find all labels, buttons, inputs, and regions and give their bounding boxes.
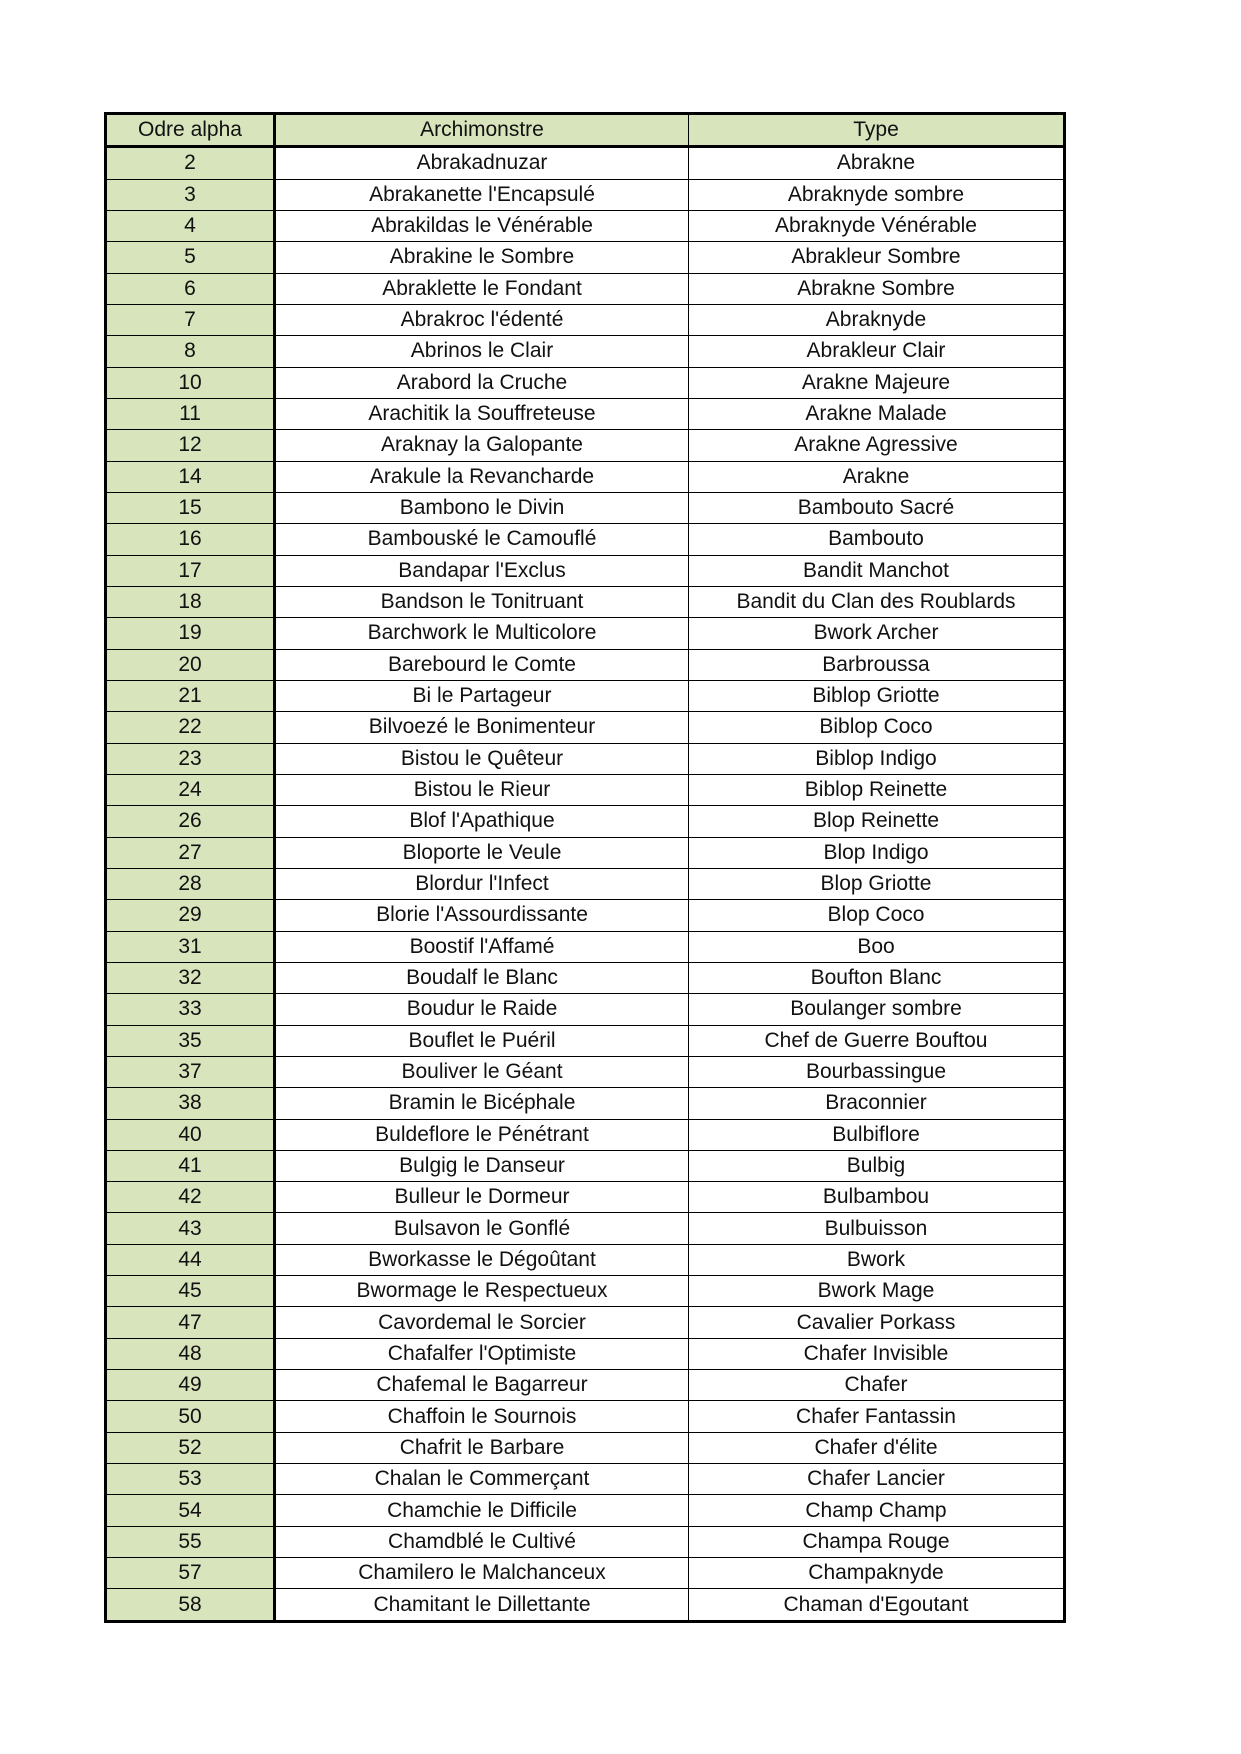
cell-order: 58: [106, 1589, 275, 1621]
cell-type: Arakne Malade: [689, 398, 1065, 429]
cell-archimonstre: Chamdblé le Cultivé: [275, 1526, 689, 1557]
cell-type: Abrakne: [689, 147, 1065, 179]
table-row: [106, 962, 1065, 993]
cell-order: 24: [106, 774, 275, 805]
table-row: [106, 712, 1065, 743]
cell-order: 10: [106, 367, 275, 398]
cell-type: Chef de Guerre Bouftou: [689, 1025, 1065, 1056]
cell-type: Chafer Fantassin: [689, 1401, 1065, 1432]
cell-archimonstre: Bambouské le Camouflé: [275, 524, 689, 555]
table-row: [106, 210, 1065, 241]
cell-archimonstre: Chafrit le Barbare: [275, 1432, 689, 1463]
cell-type: Biblop Reinette: [689, 774, 1065, 805]
cell-archimonstre: Chaffoin le Sournois: [275, 1401, 689, 1432]
cell-type: Bulbiflore: [689, 1119, 1065, 1150]
cell-order: 35: [106, 1025, 275, 1056]
cell-archimonstre: Chamilero le Malchanceux: [275, 1558, 689, 1589]
cell-type: Abrakleur Sombre: [689, 242, 1065, 273]
header-order: Odre alpha: [106, 114, 275, 147]
cell-archimonstre: Bulgig le Danseur: [275, 1150, 689, 1181]
cell-type: Arakne Agressive: [689, 430, 1065, 461]
cell-type: Boo: [689, 931, 1065, 962]
cell-type: Arakne: [689, 461, 1065, 492]
cell-type: Abraknyde sombre: [689, 179, 1065, 210]
cell-archimonstre: Boudur le Raide: [275, 994, 689, 1025]
table-body: [106, 147, 1065, 1621]
table-row: [106, 1182, 1065, 1213]
cell-type: Bambouto Sacré: [689, 492, 1065, 523]
cell-order: 38: [106, 1088, 275, 1119]
cell-type: Bulbuisson: [689, 1213, 1065, 1244]
cell-order: 32: [106, 962, 275, 993]
cell-archimonstre: Araknay la Galopante: [275, 430, 689, 461]
cell-order: 42: [106, 1182, 275, 1213]
cell-archimonstre: Cavordemal le Sorcier: [275, 1307, 689, 1338]
cell-order: 7: [106, 304, 275, 335]
cell-order: 50: [106, 1401, 275, 1432]
table-row: [106, 1307, 1065, 1338]
table-row: [106, 931, 1065, 962]
cell-type: Arakne Majeure: [689, 367, 1065, 398]
cell-archimonstre: Barebourd le Comte: [275, 649, 689, 680]
cell-type: Blop Griotte: [689, 868, 1065, 899]
cell-type: Chafer d'élite: [689, 1432, 1065, 1463]
table-row: [106, 147, 1065, 179]
cell-archimonstre: Chamchie le Difficile: [275, 1495, 689, 1526]
cell-type: Bulbambou: [689, 1182, 1065, 1213]
cell-archimonstre: Bulleur le Dormeur: [275, 1182, 689, 1213]
table-row: [106, 1401, 1065, 1432]
table-row: [106, 555, 1065, 586]
table-row: [106, 618, 1065, 649]
cell-archimonstre: Chamitant le Dillettante: [275, 1589, 689, 1621]
header-type: Type: [689, 114, 1065, 147]
cell-archimonstre: Chafalfer l'Optimiste: [275, 1338, 689, 1369]
cell-archimonstre: Bi le Partageur: [275, 680, 689, 711]
cell-type: Braconnier: [689, 1088, 1065, 1119]
cell-type: Abraknyde Vénérable: [689, 210, 1065, 241]
cell-order: 16: [106, 524, 275, 555]
table-row: [106, 994, 1065, 1025]
cell-archimonstre: Bandson le Tonitruant: [275, 586, 689, 617]
cell-order: 14: [106, 461, 275, 492]
table-row: [106, 492, 1065, 523]
cell-order: 29: [106, 900, 275, 931]
cell-archimonstre: Arachitik la Souffreteuse: [275, 398, 689, 429]
cell-order: 48: [106, 1338, 275, 1369]
cell-archimonstre: Bambono le Divin: [275, 492, 689, 523]
table-row: [106, 1244, 1065, 1275]
cell-type: Barbroussa: [689, 649, 1065, 680]
table-row: [106, 1088, 1065, 1119]
cell-order: 55: [106, 1526, 275, 1557]
cell-type: Champ Champ: [689, 1495, 1065, 1526]
cell-archimonstre: Arabord la Cruche: [275, 367, 689, 398]
cell-archimonstre: Bramin le Bicéphale: [275, 1088, 689, 1119]
cell-archimonstre: Bandapar l'Exclus: [275, 555, 689, 586]
cell-archimonstre: Bistou le Rieur: [275, 774, 689, 805]
cell-order: 43: [106, 1213, 275, 1244]
cell-type: Bandit Manchot: [689, 555, 1065, 586]
table-row: [106, 743, 1065, 774]
cell-order: 6: [106, 273, 275, 304]
cell-order: 12: [106, 430, 275, 461]
cell-order: 26: [106, 806, 275, 837]
table-row: [106, 1464, 1065, 1495]
cell-archimonstre: Arakule la Revancharde: [275, 461, 689, 492]
cell-archimonstre: Bistou le Quêteur: [275, 743, 689, 774]
cell-type: Champa Rouge: [689, 1526, 1065, 1557]
cell-order: 18: [106, 586, 275, 617]
cell-type: Abraknyde: [689, 304, 1065, 335]
cell-type: Bwork: [689, 1244, 1065, 1275]
cell-type: Bambouto: [689, 524, 1065, 555]
cell-type: Chaman d'Egoutant: [689, 1589, 1065, 1621]
cell-archimonstre: Abraklette le Fondant: [275, 273, 689, 304]
cell-order: 5: [106, 242, 275, 273]
table-row: [106, 1338, 1065, 1369]
table-row: [106, 179, 1065, 210]
cell-order: 3: [106, 179, 275, 210]
table-row: [106, 1056, 1065, 1087]
cell-order: 20: [106, 649, 275, 680]
cell-order: 45: [106, 1276, 275, 1307]
cell-order: 15: [106, 492, 275, 523]
table-row: [106, 430, 1065, 461]
cell-type: Bourbassingue: [689, 1056, 1065, 1087]
cell-archimonstre: Barchwork le Multicolore: [275, 618, 689, 649]
cell-archimonstre: Abrinos le Clair: [275, 336, 689, 367]
cell-archimonstre: Bouliver le Géant: [275, 1056, 689, 1087]
cell-order: 21: [106, 680, 275, 711]
cell-archimonstre: Buldeflore le Pénétrant: [275, 1119, 689, 1150]
table-row: [106, 1150, 1065, 1181]
cell-order: 49: [106, 1370, 275, 1401]
table-row: [106, 461, 1065, 492]
cell-archimonstre: Chafemal le Bagarreur: [275, 1370, 689, 1401]
cell-type: Biblop Griotte: [689, 680, 1065, 711]
table-row: [106, 649, 1065, 680]
table-row: [106, 680, 1065, 711]
table-row: [106, 1495, 1065, 1526]
cell-type: Biblop Indigo: [689, 743, 1065, 774]
table-row: [106, 837, 1065, 868]
cell-type: Biblop Coco: [689, 712, 1065, 743]
table-row: [106, 304, 1065, 335]
cell-archimonstre: Bloporte le Veule: [275, 837, 689, 868]
cell-type: Bandit du Clan des Roublards: [689, 586, 1065, 617]
table-header: [106, 114, 1065, 147]
cell-order: 4: [106, 210, 275, 241]
table-row: [106, 1025, 1065, 1056]
table-row: [106, 774, 1065, 805]
cell-order: 57: [106, 1558, 275, 1589]
cell-order: 17: [106, 555, 275, 586]
cell-order: 54: [106, 1495, 275, 1526]
cell-order: 37: [106, 1056, 275, 1087]
cell-archimonstre: Abrakroc l'édenté: [275, 304, 689, 335]
cell-order: 33: [106, 994, 275, 1025]
cell-type: Chafer Lancier: [689, 1464, 1065, 1495]
table-row: [106, 586, 1065, 617]
table-row: [106, 367, 1065, 398]
cell-type: Chafer: [689, 1370, 1065, 1401]
cell-type: Champaknyde: [689, 1558, 1065, 1589]
cell-archimonstre: Blorie l'Assourdissante: [275, 900, 689, 931]
header-archimonstre: Archimonstre: [275, 114, 689, 147]
table-row: [106, 1370, 1065, 1401]
cell-archimonstre: Abrakildas le Vénérable: [275, 210, 689, 241]
table-row: [106, 1119, 1065, 1150]
cell-type: Bwork Archer: [689, 618, 1065, 649]
cell-type: Blop Coco: [689, 900, 1065, 931]
cell-archimonstre: Bworkasse le Dégoûtant: [275, 1244, 689, 1275]
table-row: [106, 273, 1065, 304]
cell-type: Cavalier Porkass: [689, 1307, 1065, 1338]
cell-archimonstre: Boostif l'Affamé: [275, 931, 689, 962]
cell-type: Boufton Blanc: [689, 962, 1065, 993]
cell-archimonstre: Abrakine le Sombre: [275, 242, 689, 273]
cell-archimonstre: Bouflet le Puéril: [275, 1025, 689, 1056]
cell-archimonstre: Bwormage le Respectueux: [275, 1276, 689, 1307]
table-row: [106, 1589, 1065, 1621]
cell-type: Chafer Invisible: [689, 1338, 1065, 1369]
cell-order: 28: [106, 868, 275, 899]
cell-order: 53: [106, 1464, 275, 1495]
table-row: [106, 1276, 1065, 1307]
table-row: [106, 1432, 1065, 1463]
cell-order: 44: [106, 1244, 275, 1275]
cell-archimonstre: Abrakanette l'Encapsulé: [275, 179, 689, 210]
cell-order: 11: [106, 398, 275, 429]
table-row: [106, 868, 1065, 899]
table-row: [106, 806, 1065, 837]
cell-order: 41: [106, 1150, 275, 1181]
table-row: [106, 242, 1065, 273]
table-row: [106, 1213, 1065, 1244]
table-row: [106, 524, 1065, 555]
cell-order: 27: [106, 837, 275, 868]
cell-archimonstre: Bulsavon le Gonflé: [275, 1213, 689, 1244]
cell-archimonstre: Blordur l'Infect: [275, 868, 689, 899]
cell-type: Abrakne Sombre: [689, 273, 1065, 304]
cell-order: 2: [106, 147, 275, 179]
cell-order: 52: [106, 1432, 275, 1463]
table-row: [106, 1526, 1065, 1557]
cell-type: Bwork Mage: [689, 1276, 1065, 1307]
header-row: [106, 114, 1065, 147]
cell-order: 19: [106, 618, 275, 649]
cell-order: 22: [106, 712, 275, 743]
cell-order: 8: [106, 336, 275, 367]
cell-order: 40: [106, 1119, 275, 1150]
table-row: [106, 1558, 1065, 1589]
cell-archimonstre: Chalan le Commerçant: [275, 1464, 689, 1495]
cell-archimonstre: Blof l'Apathique: [275, 806, 689, 837]
table-row: [106, 398, 1065, 429]
cell-order: 47: [106, 1307, 275, 1338]
cell-type: Blop Reinette: [689, 806, 1065, 837]
table-row: [106, 900, 1065, 931]
cell-type: Blop Indigo: [689, 837, 1065, 868]
cell-type: Bulbig: [689, 1150, 1065, 1181]
cell-type: Abrakleur Clair: [689, 336, 1065, 367]
table-row: [106, 336, 1065, 367]
cell-archimonstre: Abrakadnuzar: [275, 147, 689, 179]
archimonstre-table: [104, 112, 1066, 1623]
cell-order: 31: [106, 931, 275, 962]
cell-order: 23: [106, 743, 275, 774]
cell-archimonstre: Boudalf le Blanc: [275, 962, 689, 993]
cell-type: Boulanger sombre: [689, 994, 1065, 1025]
cell-archimonstre: Bilvoezé le Bonimenteur: [275, 712, 689, 743]
